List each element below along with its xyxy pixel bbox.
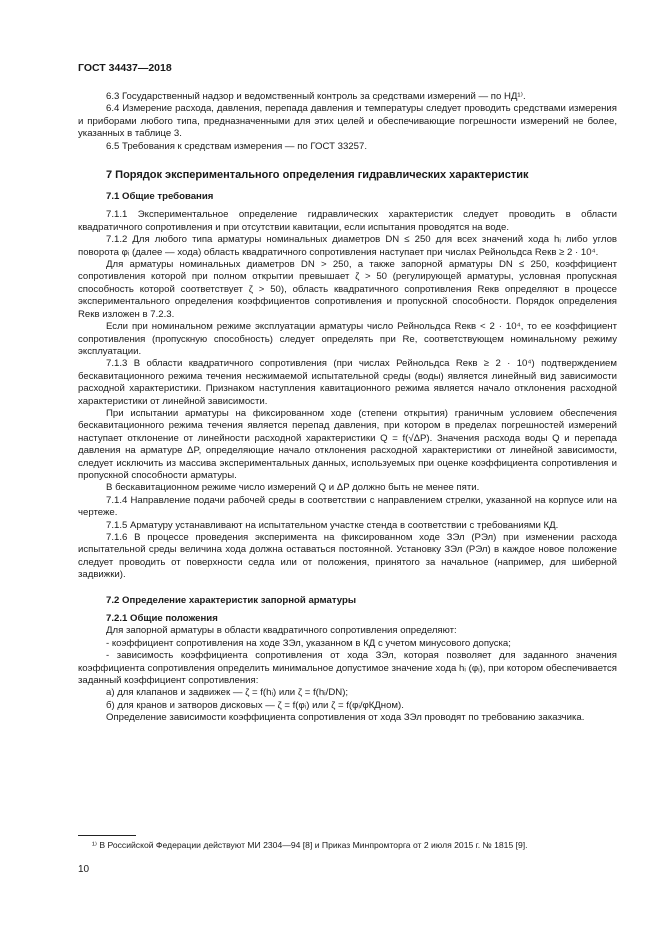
paragraph-7-1-2: 7.1.2 Для любого типа арматуры номинальных диаметров DN ≤ 250 для всех значений хода hᵢ либо углов поворота φᵢ (далее — хода) область квадратичного сопротивления наступает при числах Рейнольдса Reкв ≥ 2 · 10⁴.: [78, 234, 617, 258]
paragraph-7-1-4: 7.1.4 Направление подачи рабочей среды в соответствии с направлением стрелки, указанной на корпусе или на чертеже.: [78, 494, 617, 519]
section-7-1-heading: 7.1 Общие требования: [106, 191, 214, 203]
paragraph-dn-over-250: Для арматуры номинальных диаметров DN > 250, а также запорной арматуры DN ≤ 250, коэффициент сопротивления которой при полном открытии превышает ζ > 50 (регулирующей арматуры, условная пропускная способность которой соответствует ζ > 50), область квадратичного сопротивления Reкв определяют в процессе экспериментального определения коэффициентов сопротивления и пропускной способности. Порядок определения Reкв изложен в 7.2.3.: [78, 259, 617, 320]
section-7-2-1-heading: 7.2.1 Общие положения: [106, 613, 218, 625]
footnote: ¹⁾ В Российской Федерации действуют МИ 2304—94 [8] и Приказ Минпромторга от 2 июля 2015 г. № 1815 [9].: [92, 840, 528, 850]
paragraph-measurement-count: В бескавитационном режиме число измерений Q и ΔP должно быть не менее пяти.: [106, 482, 480, 494]
paragraph-7-1-5: 7.1.5 Арматуру устанавливают на испытательном участке стенда в соответствии с требованиями КД.: [106, 519, 559, 531]
paragraph-7-2-1-intro: Для запорной арматуры в области квадратичного сопротивления определяют:: [106, 625, 457, 637]
paragraph-customer-requirement: Определение зависимости коэффициента сопротивления от хода ЗЭл проводят по требованию заказчика.: [106, 712, 585, 724]
paragraph-7-1-1: 7.1.1 Экспериментальное определение гидравлических характеристик следует проводить в области квадратичного сопротивления и при отсутствии кавитации, если испытания проводятся на воде.: [78, 209, 617, 233]
page-number: 10: [78, 864, 90, 875]
paragraph-6-4: 6.4 Измерение расхода, давления, перепада давления и температуры следует проводить средствами измерения и приборами любого типа, предназначенными для этих целей и обеспечивающие погрешности измерений не более, указанных в таблице 3.: [78, 103, 617, 140]
section-7-heading: 7 Порядок экспериментального определения гидравлических характеристик: [106, 169, 529, 182]
paragraph-6-5: 6.5 Требования к средствам измерения — по ГОСТ 33257.: [106, 140, 367, 152]
section-7-2-heading: 7.2 Определение характеристик запорной арматуры: [106, 594, 357, 606]
list-item-cocks-butterfly: б) для кранов и затворов дисковых — ζ = f(φᵢ) или ζ = f(φᵢ/φКДном).: [106, 699, 404, 711]
page-header-standard-number: ГОСТ 34437—2018: [78, 62, 172, 74]
page-body: [78, 91, 617, 725]
footnote-separator: [78, 835, 136, 836]
paragraph-7-1-3: 7.1.3 В области квадратичного сопротивления (при числах Рейнольдса Reкв ≥ 2 · 10⁴) подтверждением бескавитационного режима течения несжимаемой испытательной среды (воды) является линейный вид зависимости расходной характеристики. Признаком наступления кавитационного режима является начало отклонения расходной характеристики от линейной зависимости.: [78, 358, 617, 407]
list-item-valves-gates: а) для клапанов и задвижек — ζ = f(hᵢ) или ζ = f(hᵢ/DN);: [106, 687, 349, 699]
paragraph-fixed-stroke: При испытании арматуры на фиксированном ходе (степени открытия) граничным условием обеспечения бескавитационного режима течения является перепад давления, при котором в пределах погрешностей измерений наступает отклонение от линейности расходной характеристики Q = f(√ΔP). Значения расхода воды Q и перепада давления на арматуре ΔP, определяющие начало отклонения расходной характеристики от линейной зависимости, следует исключить из массива экспериментальных данных, используемых при оценке коэффициента сопротивления и пропускной способности арматуры.: [78, 407, 617, 481]
list-item-coefficient-dependence: - зависимость коэффициента сопротивления от хода ЗЭл, которая позволяет для заданного значения коэффициента сопротивления определить минимальное допустимое значение хода hᵢ (φᵢ), при котором обеспечивается заданный коэффициент сопротивления:: [78, 650, 617, 687]
list-item-resistance-coefficient: - коэффициент сопротивления на ходе ЗЭл, указанном в КД с учетом минусового допуска;: [106, 637, 511, 649]
paragraph-7-1-6: 7.1.6 В процессе проведения эксперимента на фиксированном ходе ЗЭл (РЭл) при изменении расхода испытательной среды величина хода должна оставаться постоянной. Установку ЗЭл (РЭл) в каждое новое положение следует проводить от поверхности седла или от положения, принятого за начальное (например, для шиберной задвижки).: [78, 532, 617, 581]
paragraph-nominal-reynolds: Если при номинальном режиме эксплуатации арматуры число Рейнольдса Reкв < 2 · 10⁴, то ее коэффициент сопротивления (пропускную способность) следует определять при Re, соответствующем номинальному режиму эксплуатации.: [78, 321, 617, 357]
paragraph-6-3: 6.3 Государственный надзор и ведомственный контроль за средствами измерений — по НД¹⁾.: [106, 91, 526, 102]
